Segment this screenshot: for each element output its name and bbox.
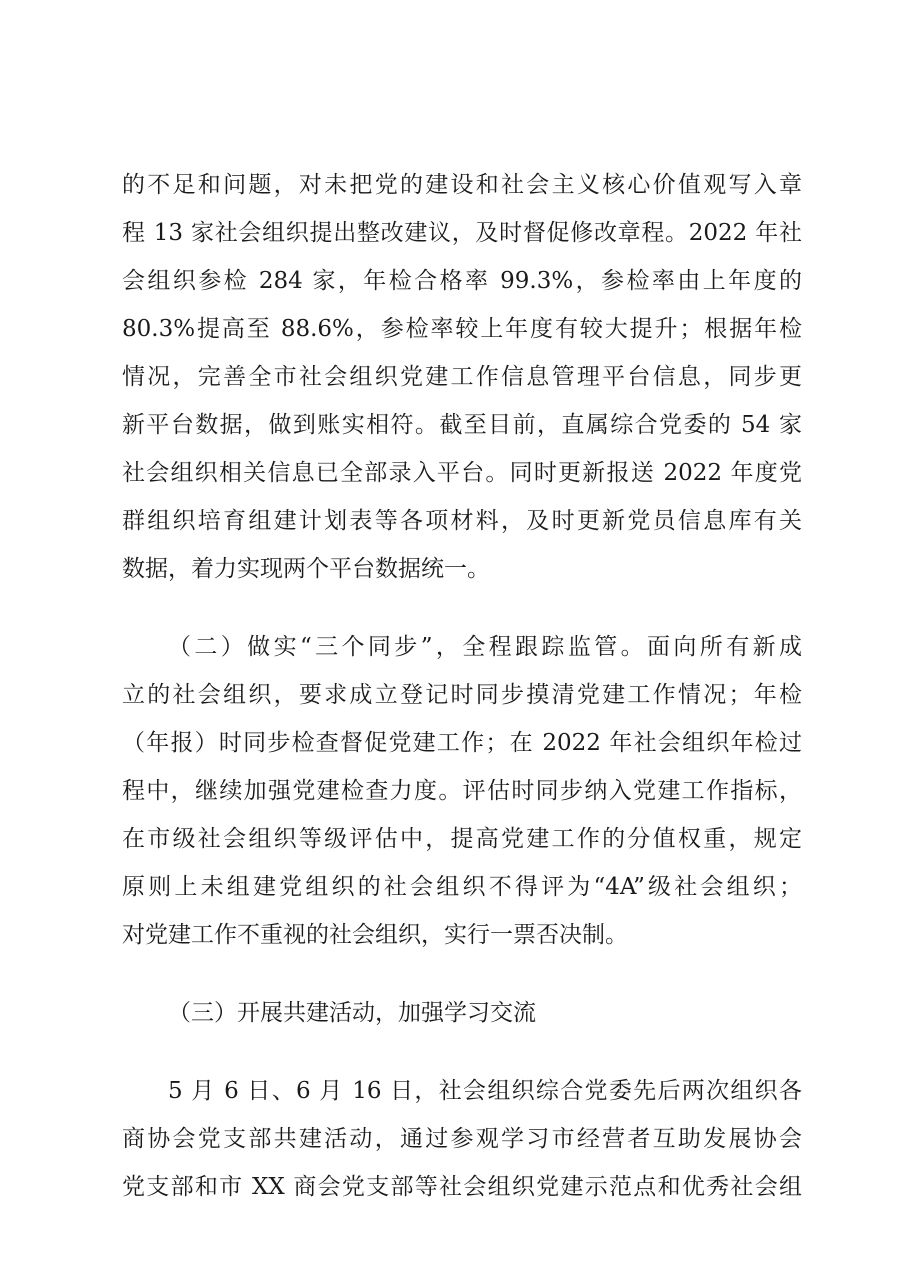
text-line: 程 13 家社会组织提出整改建议，及时督促修改章程。2022 年社 <box>122 220 802 246</box>
text-line: 对党建工作不重视的社会组织，实行一票否决制。 <box>122 922 628 948</box>
text-line: 商协会党支部共建活动，通过参观学习市经营者互助发展协会 <box>122 1126 802 1152</box>
paragraph-gap <box>122 593 802 623</box>
text-line: 情况，完善全市社会组织党建工作信息管理平台信息，同步更 <box>122 364 802 390</box>
text-line: 群组织培育组建计划表等各项材料，及时更新党员信息库有关 <box>122 508 802 534</box>
document-body <box>122 161 802 1211</box>
text-line: 5 月 6 日、6 月 16 日，社会组织综合党委先后两次组织各 <box>168 1078 802 1104</box>
paragraph-3 <box>122 1067 802 1211</box>
text-line: 新平台数据，做到账实相符。截至目前，直属综合党委的 54 家 <box>122 412 802 438</box>
paragraph-2 <box>122 623 802 959</box>
paragraph-gap <box>122 1037 802 1067</box>
text-line: （年报）时同步检查督促党建工作；在 2022 年社会组织年检过 <box>122 730 802 756</box>
text-line: 在市级社会组织等级评估中，提高党建工作的分值权重，规定 <box>122 826 802 852</box>
paragraph-gap <box>122 959 802 989</box>
text-line: 程中，继续加强党建检查力度。评估时同步纳入党建工作指标， <box>122 778 802 804</box>
section-heading: （三）开展共建活动，加强学习交流 <box>168 1000 536 1026</box>
text-line: 立的社会组织，要求成立登记时同步摸清党建工作情况；年检 <box>122 682 802 708</box>
text-line: 数据，着力实现两个平台数据统一。 <box>122 556 490 582</box>
text-line: 社会组织相关信息已全部录入平台。同时更新报送 2022 年度党 <box>122 460 802 486</box>
paragraph-1 <box>122 161 802 593</box>
text-line: 会组织参检 284 家，年检合格率 99.3%，参检率由上年度的 <box>122 268 802 294</box>
text-line: 80.3%提高至 88.6%，参检率较上年度有较大提升；根据年检 <box>122 316 802 342</box>
text-line: （二）做实“三个同步”，全程跟踪监管。面向所有新成 <box>168 634 802 660</box>
text-line: 党支部和市 XX 商会党支部等社会组织党建示范点和优秀社会组 <box>122 1174 802 1200</box>
text-line: 的不足和问题，对未把党的建设和社会主义核心价值观写入章 <box>122 172 802 198</box>
text-line: 原则上未组建党组织的社会组织不得评为“4A”级社会组织； <box>122 874 802 900</box>
